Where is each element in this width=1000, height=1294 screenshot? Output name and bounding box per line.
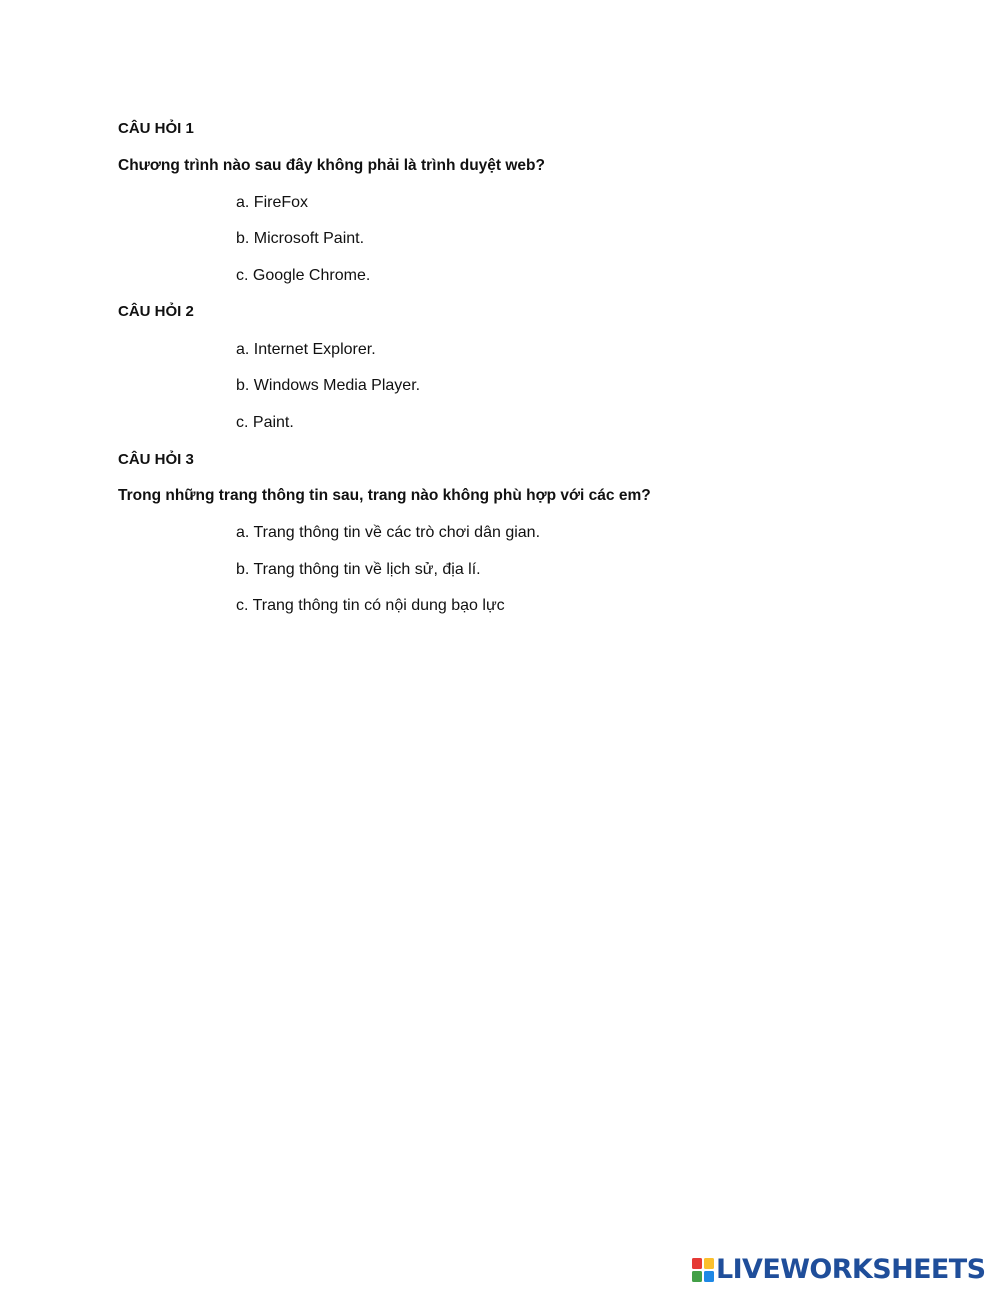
liveworksheets-logo bbox=[692, 1256, 985, 1284]
question-3-prompt: Trong những trang thông tin sau, trang nào không phù hợp với các em? bbox=[118, 487, 651, 504]
question-1-prompt: Chương trình nào sau đây không phải là trình duyệt web? bbox=[118, 157, 545, 174]
question-3-option-b[interactable]: b. Trang thông tin về lịch sử, địa lí. bbox=[236, 561, 481, 578]
question-1-heading: CÂU HỎI 1 bbox=[118, 120, 194, 137]
question-3-option-c[interactable]: c. Trang thông tin có nội dung bạo lực bbox=[236, 597, 505, 614]
question-3-option-a[interactable]: a. Trang thông tin về các trò chơi dân gian. bbox=[236, 524, 541, 541]
question-1-option-a[interactable]: a. FireFox bbox=[236, 194, 309, 211]
question-1-option-b[interactable]: b. Microsoft Paint. bbox=[236, 230, 365, 247]
question-1-option-c[interactable]: c. Google Chrome. bbox=[236, 267, 371, 284]
liveworksheets-logo-icon bbox=[692, 1258, 714, 1282]
liveworksheets-logo-text: LIVEWORKSHEETS bbox=[716, 1254, 986, 1285]
question-2-option-a[interactable]: a. Internet Explorer. bbox=[236, 341, 376, 358]
question-2-option-c[interactable]: c. Paint. bbox=[236, 414, 294, 431]
question-3-heading: CÂU HỎI 3 bbox=[118, 451, 194, 468]
question-2-option-b[interactable]: b. Windows Media Player. bbox=[236, 377, 421, 394]
question-2-heading: CÂU HỎI 2 bbox=[118, 303, 194, 320]
